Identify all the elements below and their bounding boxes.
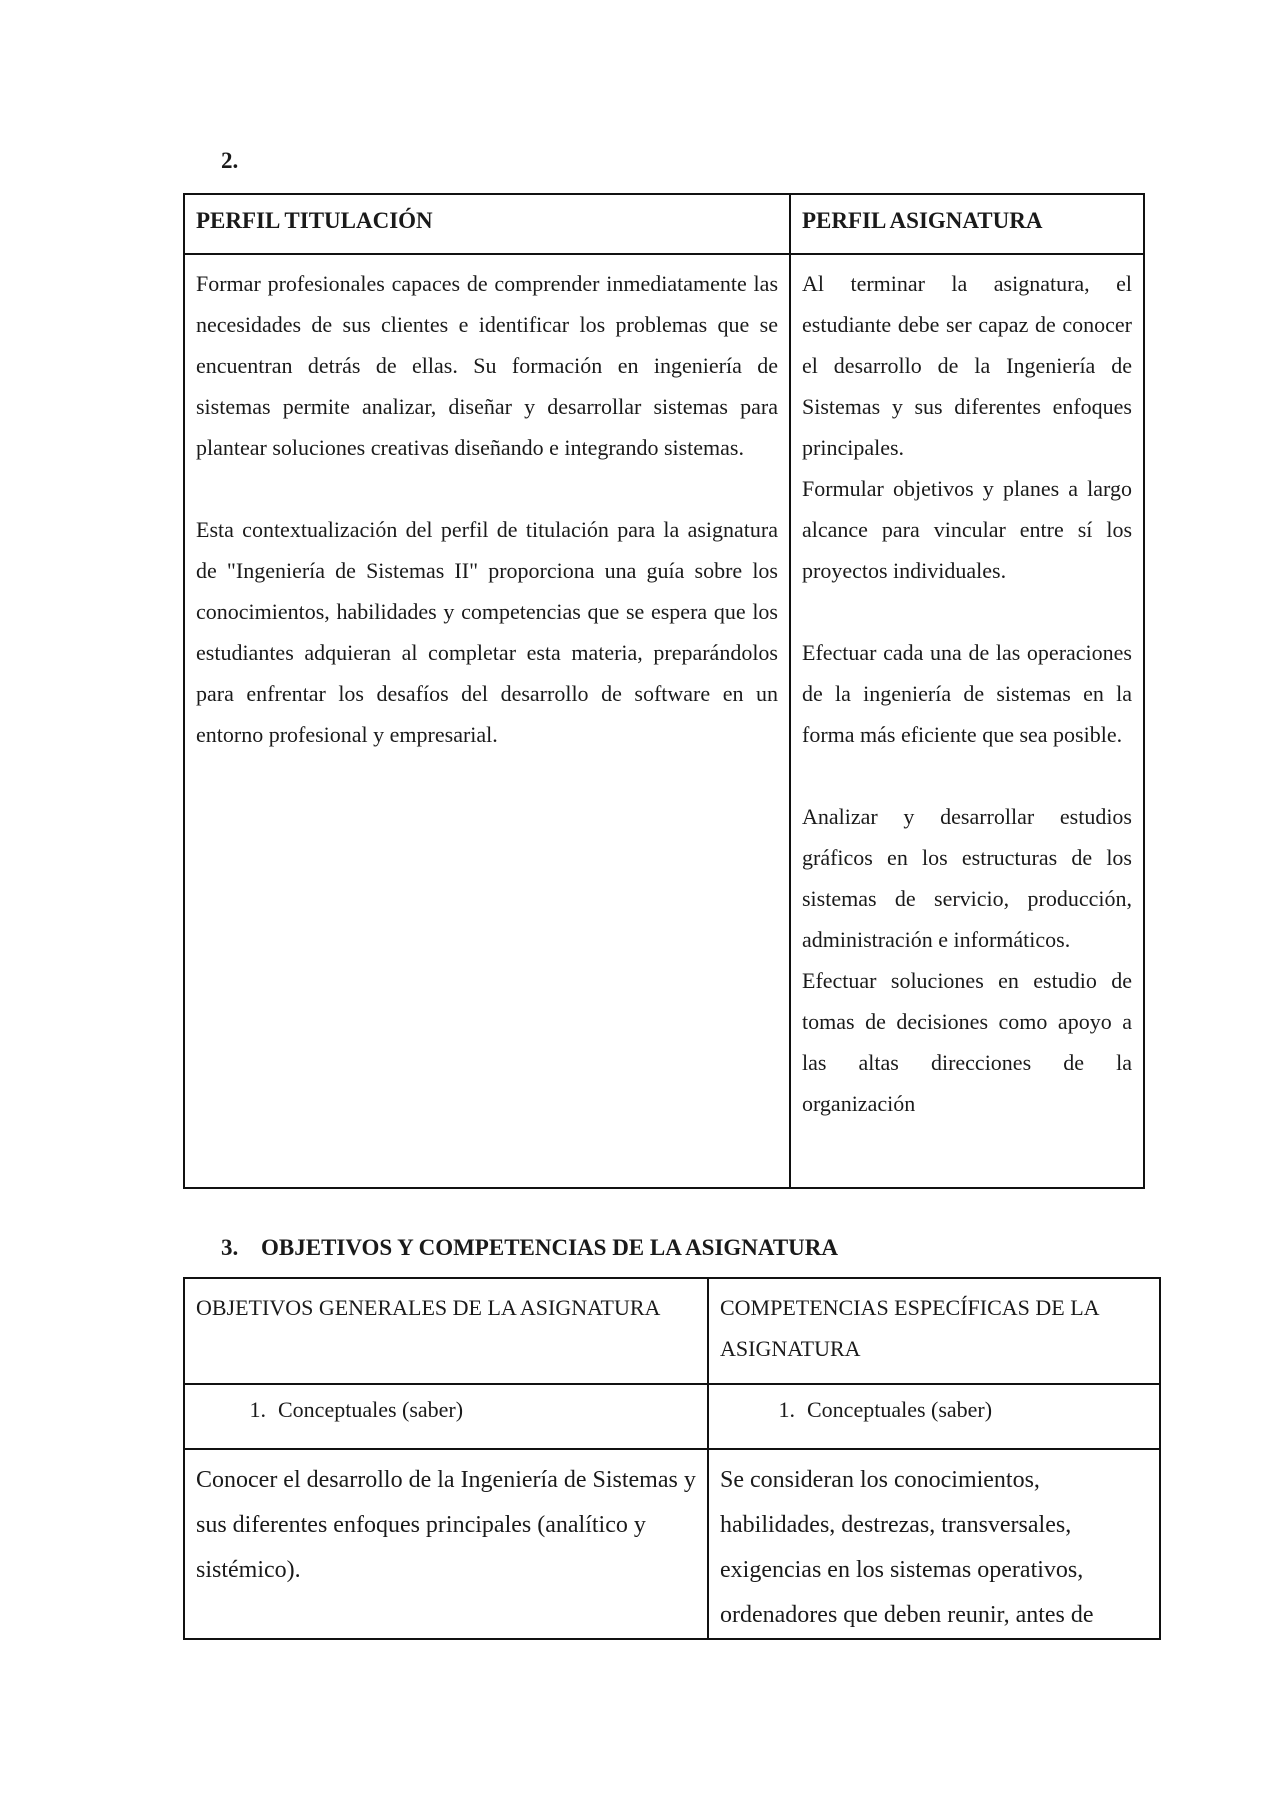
perfil-titulacion-cell bbox=[184, 254, 790, 1188]
section-3-heading bbox=[221, 1235, 838, 1261]
objectives-table-header-row bbox=[184, 1278, 1160, 1384]
list-number: 1. bbox=[778, 1397, 795, 1422]
perfil-asignatura-cell bbox=[790, 254, 1144, 1188]
header-competencias-especificas: COMPETENCIAS ESPECÍFICAS DE LA ASIGNATURA bbox=[708, 1278, 1160, 1384]
objetivos-list-item bbox=[184, 1384, 708, 1449]
competencias-content-cell bbox=[708, 1449, 1160, 1639]
profile-table-header-row bbox=[184, 194, 1144, 254]
list-number: 1. bbox=[249, 1397, 266, 1422]
titulacion-paragraph-2: Esta contextualización del perfil de titulación para la asignatura de "Ingeniería de Sistemas II" proporciona una guía sobre los conocimientos, habilidades y competencias que se espera que los estudiantes adquieran al completar esta materia, preparándolos para enfrentar los desafíos del desarrollo de software en un entorno profesional y empresarial. bbox=[196, 517, 778, 747]
objetivos-content-cell bbox=[184, 1449, 708, 1639]
objetivos-text: Conocer el desarrollo de la Ingeniería de Sistemas y sus diferentes enfoques principales (analítico y sistémico). bbox=[196, 1467, 696, 1583]
objectives-table bbox=[183, 1277, 1161, 1640]
profile-table-body-row bbox=[184, 254, 1144, 1188]
competencias-text: Se consideran los conocimientos, habilidades, destrezas, transversales, exigencias en los sistemas operativos, ordenadores que deben reunir, antes de bbox=[720, 1467, 1094, 1628]
header-perfil-titulacion: PERFIL TITULACIÓN bbox=[184, 194, 790, 254]
list-label: Conceptuales (saber) bbox=[807, 1397, 993, 1422]
asignatura-paragraph-4: Analizar y desarrollar estudios gráficos en los estructuras de los sistemas de servicio, producción, administración e informáticos. bbox=[802, 804, 1132, 952]
objectives-table-subheader-row bbox=[184, 1384, 1160, 1449]
list-label: Conceptuales (saber) bbox=[278, 1397, 464, 1422]
header-objetivos-generales: OBJETIVOS GENERALES DE LA ASIGNATURA bbox=[184, 1278, 708, 1384]
competencias-list-item bbox=[708, 1384, 1160, 1449]
section-3-number: 3. bbox=[221, 1235, 239, 1260]
header-perfil-asignatura: PERFIL ASIGNATURA bbox=[790, 194, 1144, 254]
asignatura-paragraph-5: Efectuar soluciones en estudio de tomas de decisiones como apoyo a las altas direcciones de la organización bbox=[802, 968, 1132, 1116]
asignatura-paragraph-1: Al terminar la asignatura, el estudiante debe ser capaz de conocer el desarrollo de la Ingeniería de Sistemas y sus diferentes enfoques principales. bbox=[802, 271, 1132, 460]
section-3-title: OBJETIVOS Y COMPETENCIAS DE LA ASIGNATURA bbox=[261, 1235, 838, 1260]
asignatura-paragraph-3: Efectuar cada una de las operaciones de la ingeniería de sistemas en la forma más eficiente que sea posible. bbox=[802, 640, 1132, 747]
section-2-number: 2. bbox=[221, 148, 239, 173]
asignatura-paragraph-2: Formular objetivos y planes a largo alcance para vincular entre sí los proyectos individuales. bbox=[802, 476, 1132, 583]
objectives-table-content-row bbox=[184, 1449, 1160, 1639]
titulacion-paragraph-1: Formar profesionales capaces de comprender inmediatamente las necesidades de sus clientes e identificar los problemas que se encuentran detrás de ellas. Su formación en ingeniería de sistemas permite analizar, diseñar y desarrollar sistemas para plantear soluciones creativas diseñando e integrando sistemas. bbox=[196, 271, 778, 460]
profile-table bbox=[183, 193, 1145, 1189]
